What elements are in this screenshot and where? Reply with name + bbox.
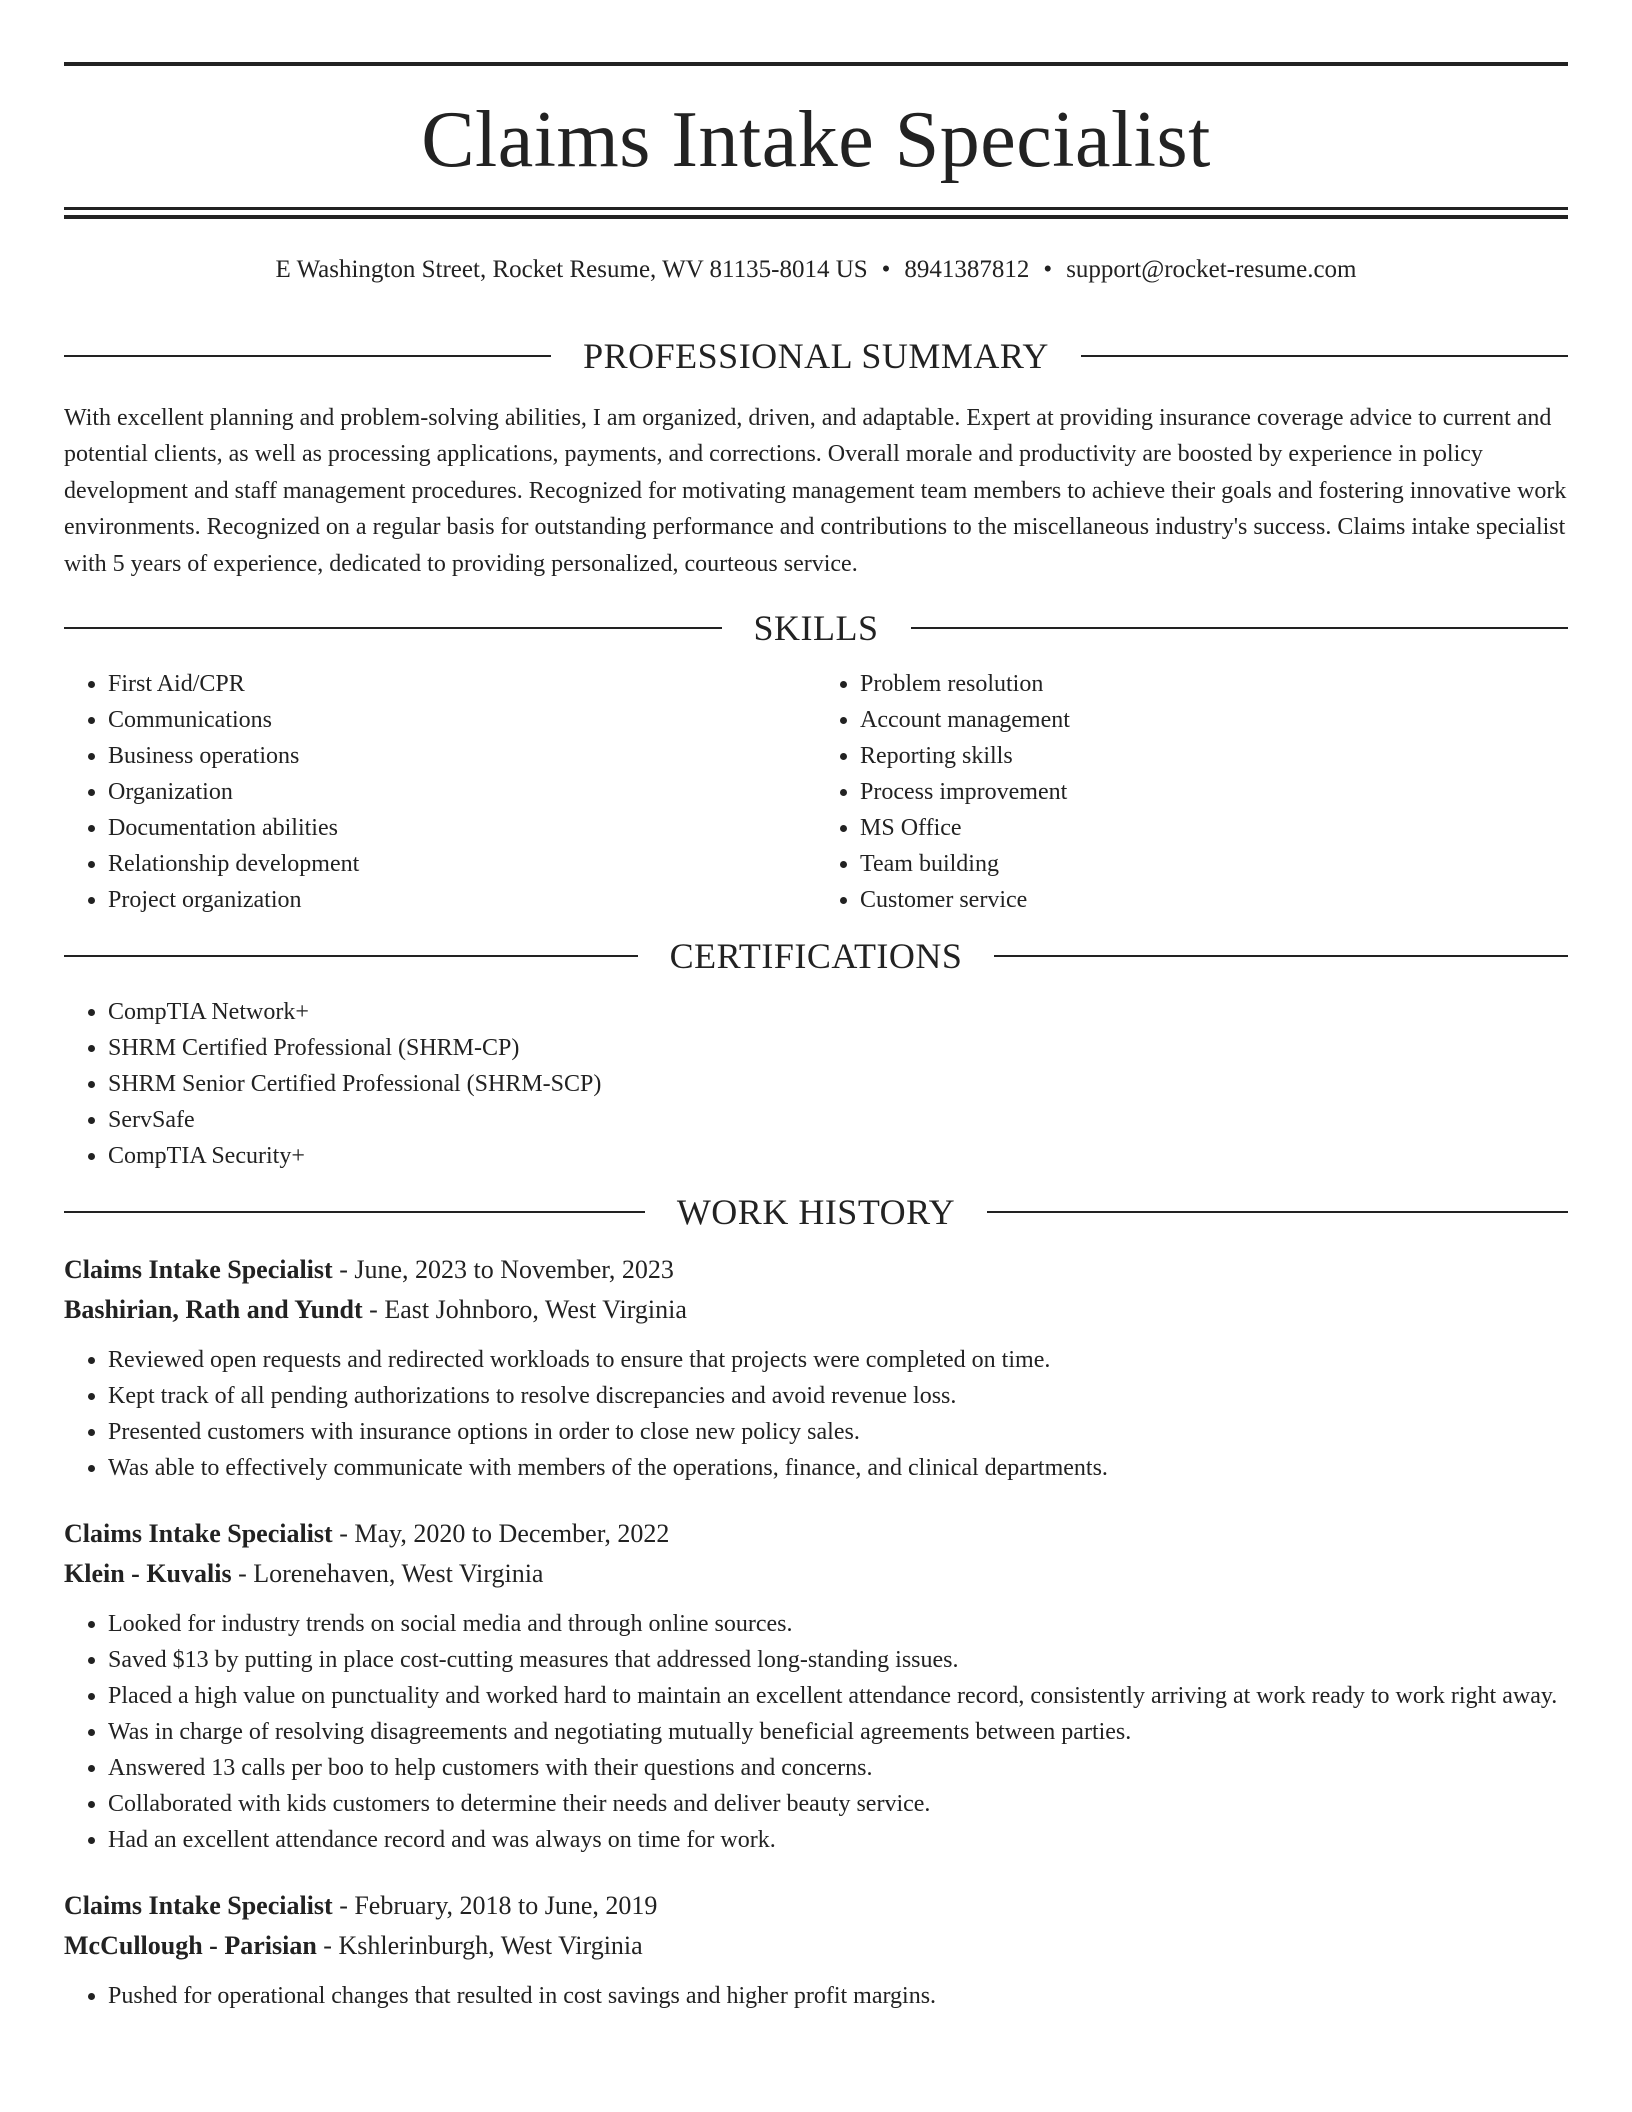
job-company-line <box>64 1554 1568 1594</box>
job-bullet: • Pushed for operational changes that resulted in cost savings and higher profit margins. <box>108 1978 1568 2014</box>
certifications-list <box>64 994 1568 1174</box>
skill-item: • MS Office <box>860 810 1568 846</box>
certification-item: • CompTIA Network+ <box>108 994 1568 1030</box>
job-company-line <box>64 1926 1568 1966</box>
job-title: Claims Intake Specialist <box>64 1891 333 1921</box>
job-bullet: • Looked for industry trends on social media and through online sources. <box>108 1606 1568 1642</box>
section-title: PROFESSIONAL SUMMARY <box>583 336 1049 376</box>
job-dates: - February, 2018 to June, 2019 <box>332 1891 658 1921</box>
summary-text: With excellent planning and problem-solving abilities, I am organized, driven, and adaptable. Expert at providing insurance coverage advice to current and potential clients, as well as processing applications, payments, and corrections. Overall morale and productivity are boosted by experience in policy development and staff management procedures. Recognized for motivating management team members to achieve their goals and fostering innovative work environments. Recognized on a regular basis for outstanding performance and contributions to the miscellaneous industry's success. Claims intake specialist with 5 years of experience, dedicated to providing personalized, courteous service. <box>64 405 1567 577</box>
skill-item: • Organization <box>108 774 816 810</box>
skill-item: • Customer service <box>860 882 1568 918</box>
skill-item: • Communications <box>108 702 816 738</box>
skill-item: • Reporting skills <box>860 738 1568 774</box>
section-header-certifications <box>64 928 1568 984</box>
job-bullet: • Saved $13 by putting in place cost-cutting measures that addressed long-standing issues. <box>108 1642 1568 1678</box>
job-bullet: • Answered 13 calls per boo to help customers with their questions and concerns. <box>108 1750 1568 1786</box>
job-entry <box>64 1886 1568 2014</box>
section-rule <box>64 955 638 957</box>
job-entry <box>64 1514 1568 1858</box>
job-location: - East Johnboro, West Virginia <box>362 1295 687 1325</box>
skills-list <box>64 666 1568 918</box>
job-company: Bashirian, Rath and Yundt <box>64 1295 363 1325</box>
job-bullet: • Had an excellent attendance record and was always on time for work. <box>108 1822 1568 1858</box>
job-location: - Lorenehaven, West Virginia <box>231 1559 544 1589</box>
contact-separator: • <box>881 256 891 283</box>
skill-item: • First Aid/CPR <box>108 666 816 702</box>
job-bullets <box>64 1978 1568 2014</box>
title-rule-upper <box>64 207 1568 210</box>
section-title: CERTIFICATIONS <box>669 936 963 977</box>
section-header-skills <box>64 600 1568 656</box>
job-bullet: • Presented customers with insurance options in order to close new policy sales. <box>108 1414 1568 1450</box>
job-company-line <box>64 1290 1568 1330</box>
skill-item: • Business operations <box>108 738 816 774</box>
job-bullet: • Collaborated with kids customers to determine their needs and deliver beauty service. <box>108 1786 1568 1822</box>
section-rule <box>64 355 551 357</box>
section-rule <box>1081 355 1568 357</box>
job-dates: - May, 2020 to December, 2022 <box>332 1519 670 1549</box>
job-title: Claims Intake Specialist <box>64 1255 333 1285</box>
section-title: SKILLS <box>753 608 879 649</box>
job-title-line <box>64 1250 1568 1290</box>
page-title: Claims Intake Specialist <box>421 96 1211 184</box>
skills-column-left <box>64 666 816 918</box>
certification-item: • CompTIA Security+ <box>108 1138 1568 1174</box>
skill-item: • Team building <box>860 846 1568 882</box>
contact-address: E Washington Street, Rocket Resume, WV 81135-8014 US <box>275 256 868 283</box>
certification-item: • SHRM Certified Professional (SHRM-CP) <box>108 1030 1568 1066</box>
resume-content <box>64 328 1568 2042</box>
skill-item: • Problem resolution <box>860 666 1568 702</box>
job-bullet: • Was able to effectively communicate with members of the operations, finance, and clinical departments. <box>108 1450 1568 1486</box>
section-header-work-history <box>64 1184 1568 1240</box>
job-bullet: • Kept track of all pending authorizations to resolve discrepancies and avoid revenue loss. <box>108 1378 1568 1414</box>
job-company: McCullough - Parisian <box>64 1931 317 1961</box>
skill-item: • Account management <box>860 702 1568 738</box>
top-rule <box>64 62 1568 66</box>
job-title-line <box>64 1886 1568 1926</box>
certification-item: • SHRM Senior Certified Professional (SHRM-SCP) <box>108 1066 1568 1102</box>
job-entry <box>64 1250 1568 1486</box>
skill-item: • Project organization <box>108 882 816 918</box>
job-company: Klein - Kuvalis <box>64 1559 232 1589</box>
job-bullets <box>64 1342 1568 1486</box>
job-bullet: • Was in charge of resolving disagreements and negotiating mutually beneficial agreements between parties. <box>108 1714 1568 1750</box>
job-dates: - June, 2023 to November, 2023 <box>332 1255 674 1285</box>
skills-column-right <box>816 666 1568 918</box>
contact-email: support@rocket-resume.com <box>1066 256 1357 283</box>
title-rule-lower <box>64 215 1568 219</box>
contact-separator: • <box>1043 256 1053 283</box>
contact-line <box>64 252 1568 288</box>
section-rule <box>64 627 722 629</box>
job-bullets <box>64 1606 1568 1858</box>
job-title-line <box>64 1514 1568 1554</box>
section-rule <box>64 1211 645 1213</box>
job-location: - Kshlerinburgh, West Virginia <box>316 1931 643 1961</box>
section-title: WORK HISTORY <box>676 1192 956 1233</box>
job-bullet: • Reviewed open requests and redirected workloads to ensure that projects were completed on time. <box>108 1342 1568 1378</box>
job-title: Claims Intake Specialist <box>64 1519 333 1549</box>
job-bullet: • Placed a high value on punctuality and worked hard to maintain an excellent attendance record, consistently arriving at work ready to work right away. <box>108 1678 1568 1714</box>
skill-item: • Documentation abilities <box>108 810 816 846</box>
contact-phone: 8941387812 <box>904 256 1030 283</box>
section-rule <box>911 627 1569 629</box>
section-rule <box>987 1211 1568 1213</box>
skill-item: • Relationship development <box>108 846 816 882</box>
section-rule <box>994 955 1568 957</box>
certification-item: • ServSafe <box>108 1102 1568 1138</box>
section-header-summary <box>64 328 1568 384</box>
skill-item: • Process improvement <box>860 774 1568 810</box>
